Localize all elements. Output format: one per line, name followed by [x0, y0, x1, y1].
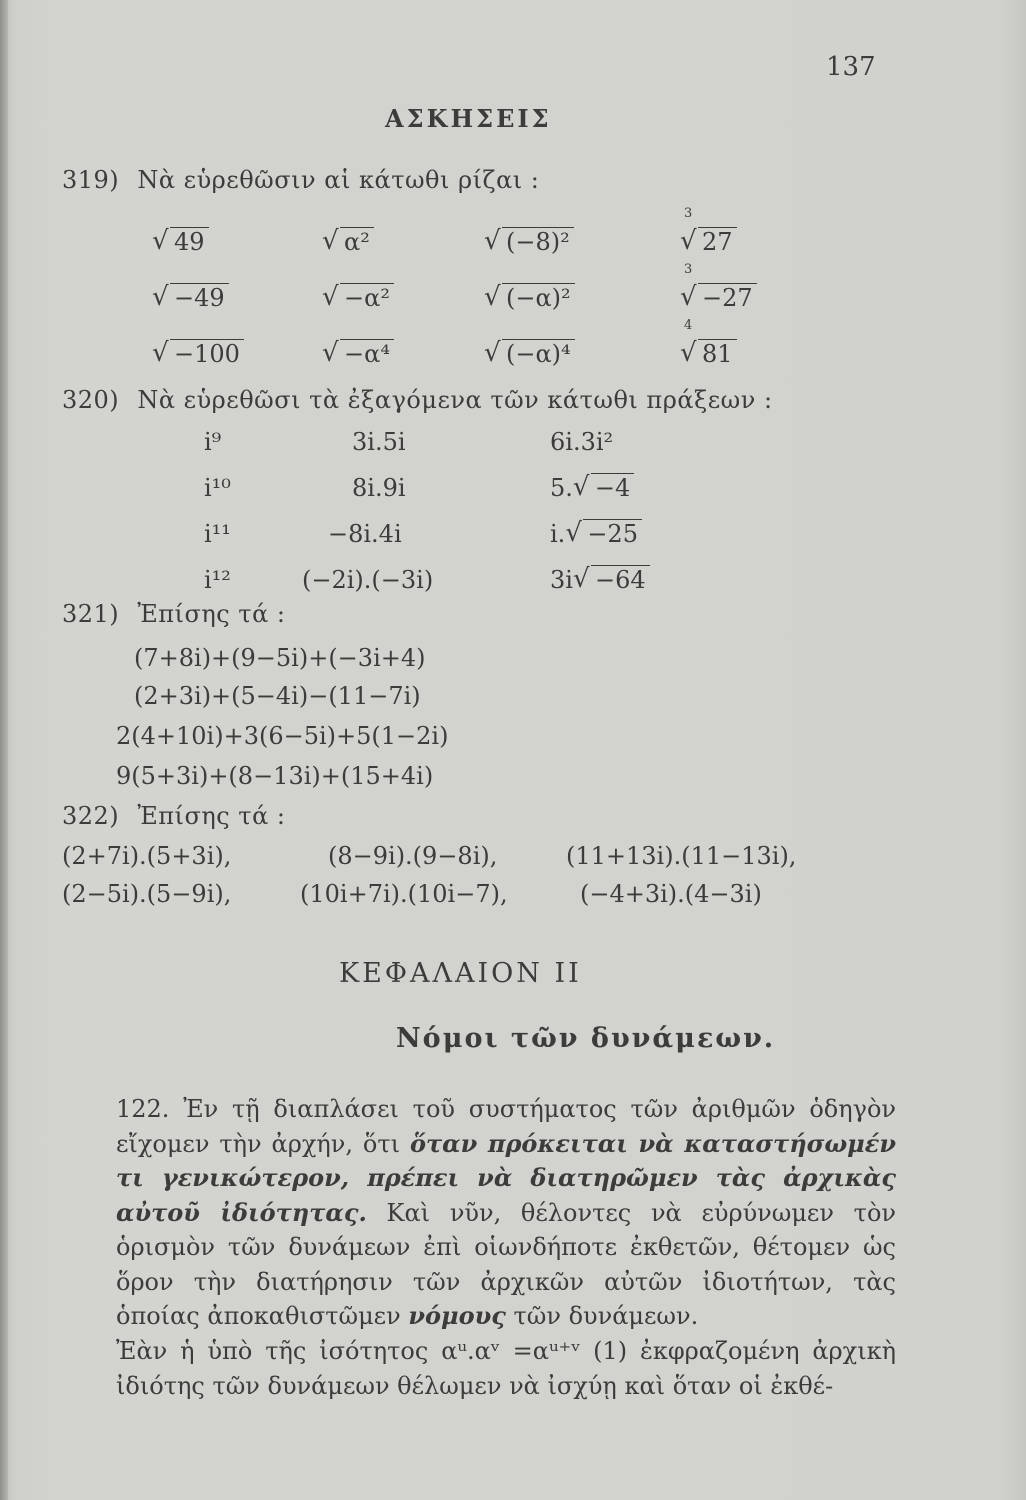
- expression-line: 9(5+3i)+(8−13i)+(15+4i): [116, 762, 434, 790]
- product-item: −8i.4i: [328, 520, 402, 548]
- paragraph-text: Ἐὰν ἡ ὑπὸ τῆς ἰσότητος: [116, 1337, 429, 1365]
- exercise-intro: Νὰ εὑρεθῶσιν αἱ κάτωθι ρίζαι :: [137, 166, 540, 194]
- power-item: i¹²: [204, 566, 231, 594]
- root-item: 4 √ 81: [680, 340, 737, 368]
- exercise-label: 321): [62, 600, 120, 628]
- expression-item: (8−9i).(9−8i),: [328, 842, 498, 870]
- paragraph-text: ἐκφραζομένη ἀρχικὴ ἰδιότης τῶν δυνάμεων θέλωμεν νὰ ἰσχύῃ καὶ ὅταν οἱ ἐκθέ-: [116, 1337, 896, 1400]
- expression-line: (2+3i)+(5−4i)−(11−7i): [134, 682, 421, 710]
- power-item: i¹⁰: [204, 474, 231, 502]
- exercise-319-heading: [62, 166, 539, 194]
- exercise-322-heading: [62, 802, 286, 830]
- product-item: 3i √ −64: [550, 566, 650, 594]
- exercise-intro: Ἐπίσης τά :: [137, 600, 286, 628]
- chapter-subtitle: Νόμοι τῶν δυνάμεων.: [396, 1023, 776, 1054]
- root-item: √ α²: [322, 228, 374, 256]
- exercise-intro: Ἐπίσης τά :: [137, 802, 286, 830]
- expression-item: (−4+3i).(4−3i): [580, 880, 762, 908]
- section-title: ΑΣΚΗΣΕΙΣ: [385, 104, 552, 133]
- paragraph-text: τῶν δυνάμεων.: [513, 1302, 699, 1330]
- expression-line: 2(4+10i)+3(6−5i)+5(1−2i): [116, 722, 449, 750]
- paragraph-number: 122.: [116, 1095, 170, 1123]
- root-item: √ −100: [152, 340, 244, 368]
- paragraph-text: Ἐν τῇ διαπλάσει τοῦ συστήματος τῶν ἀριθμῶν ὁδηγὸν εἴχομεν τὴν ἀρχήν, ὅτι: [116, 1095, 897, 1158]
- root-item: √ (−α)⁴: [484, 340, 575, 368]
- page-number: 137: [826, 52, 876, 82]
- root-item: √ (−α)²: [484, 284, 575, 312]
- product-item: 5. √ −4: [550, 474, 634, 502]
- root-item: 3 √ −27: [680, 284, 757, 312]
- expression-item: (2+7i).(5+3i),: [62, 842, 232, 870]
- product-item: 6i.3i²: [550, 428, 614, 456]
- power-item: i⁹: [204, 428, 222, 456]
- root-item: √ −α²: [322, 284, 394, 312]
- exercise-label: 322): [62, 802, 120, 830]
- root-item: √ −49: [152, 284, 229, 312]
- root-item: √ (−8)²: [484, 228, 574, 256]
- exercise-label: 319): [62, 166, 120, 194]
- product-item: 8i.9i: [352, 474, 406, 502]
- exercise-label: 320): [62, 386, 120, 414]
- root-item: √ 49: [152, 228, 209, 256]
- power-item: i¹¹: [204, 520, 231, 548]
- paragraph-next: [116, 1334, 896, 1403]
- expression-item: (11+13i).(11−13i),: [566, 842, 797, 870]
- paragraph-text: Καὶ νῦν, θέλοντες νὰ εὐρύνωμεν τὸν ὁρισμὸν τῶν δυνάμεων ἐπὶ οἱωνδήποτε ἐκθετῶν, θέτομεν ὡς ὅρον τὴν διατήρησιν τῶν ἀρχικῶν αὐτῶν ἰδιοτήτων, τὰς ὁποίας ἀποκαθιστῶμεν: [116, 1198, 896, 1330]
- chapter-title: ΚΕΦΑΛΑΙΟΝ ΙΙ: [339, 958, 582, 989]
- expression-item: (10i+7i).(10i−7),: [300, 880, 508, 908]
- root-item: 3 √ 27: [680, 228, 737, 256]
- exercise-321-heading: [62, 600, 286, 628]
- root-item: √ −α⁴: [322, 340, 394, 368]
- paragraph-122: [116, 1092, 896, 1334]
- book-spine-shadow: [0, 0, 8, 1500]
- exercise-320-heading: [62, 386, 773, 414]
- product-item: 3i.5i: [352, 428, 406, 456]
- exercise-intro: Νὰ εὑρεθῶσι τὰ ἐξαγόμενα τῶν κάτωθι πράξεων :: [137, 386, 773, 414]
- product-item: (−2i).(−3i): [302, 566, 434, 594]
- expression-line: (7+8i)+(9−5i)+(−3i+4): [134, 644, 426, 672]
- emphasized-text: ὅταν πρόκειται νὰ καταστήσωμέν τι γενικώτερον, πρέπει νὰ διατηρῶμεν τὰς ἀρχικὰς αὐτοῦ ἰδιότητας.: [116, 1128, 896, 1227]
- product-item: i. √ −25: [550, 520, 642, 548]
- formula: αᵘ.αᵛ =αᵘ⁺ᵛ (1): [441, 1337, 628, 1365]
- emphasized-text: νόμους: [408, 1301, 506, 1330]
- expression-item: (2−5i).(5−9i),: [62, 880, 232, 908]
